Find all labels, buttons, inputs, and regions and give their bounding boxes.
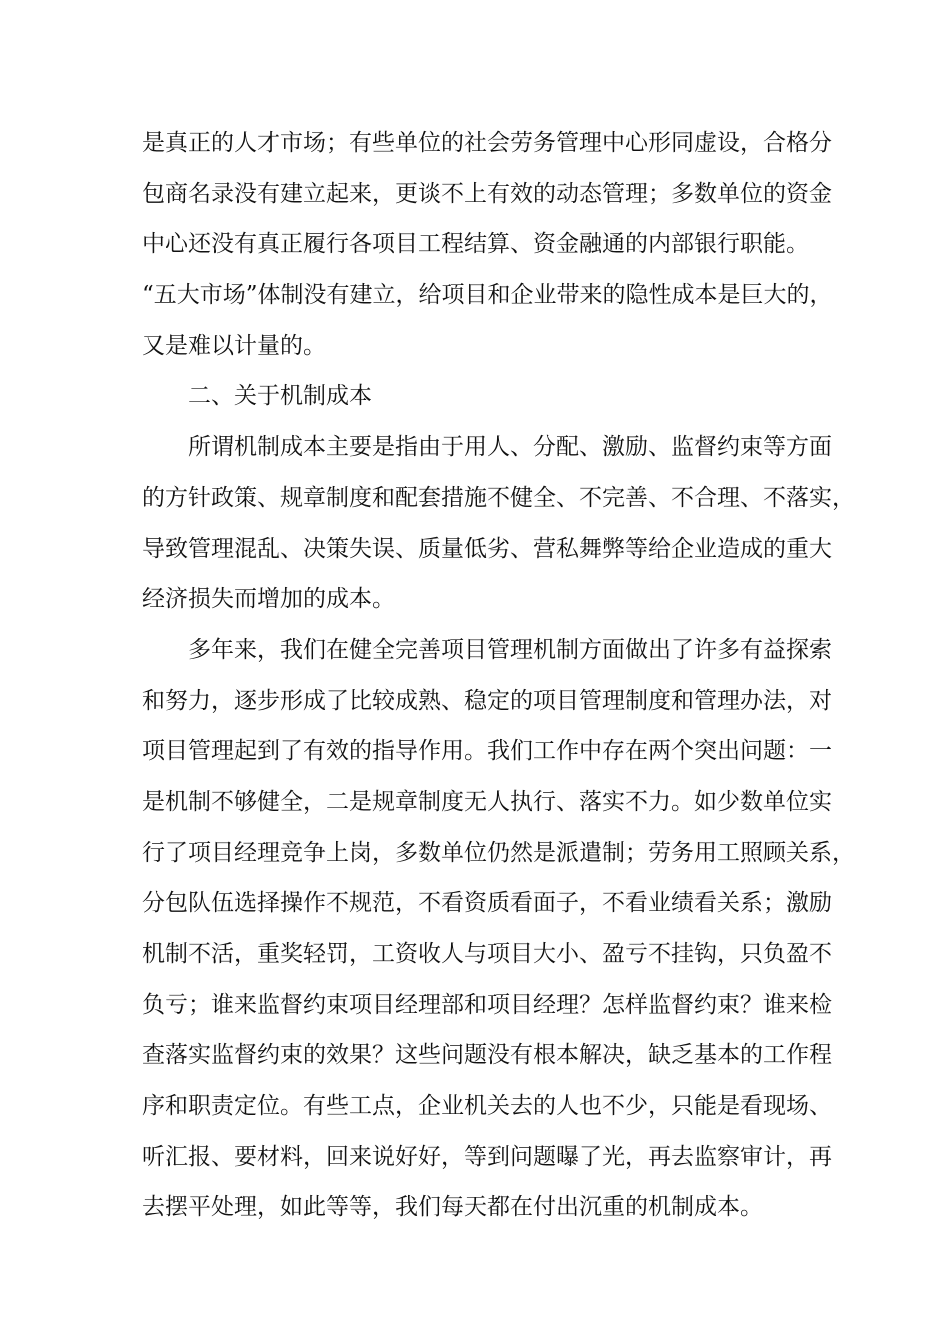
- text-line: 是真正的人才市场；有些单位的社会劳务管理中心形同虚设，合格分: [142, 130, 832, 156]
- text-line: 负亏；谁来监督约束项目经理部和项目经理？怎样监督约束？谁来检: [142, 991, 832, 1018]
- text-line: 听汇报、要材料，回来说好好，等到问题曝了光，再去监察审计，再: [142, 1143, 832, 1170]
- document-body: [142, 118, 855, 1233]
- text-line: 行了项目经理竞争上岗，多数单位仍然是派遣制；劳务用工照顾关系，: [142, 839, 855, 866]
- text-line: 去摆平处理，如此等等，我们每天都在付出沉重的机制成本。: [142, 1194, 763, 1221]
- text-line: 和努力，逐步形成了比较成熟、稳定的项目管理制度和管理办法，对: [142, 687, 832, 714]
- text-line: 的方针政策、规章制度和配套措施不健全、不完善、不合理、不落实，: [142, 484, 855, 511]
- text-line: 机制不活，重奖轻罚，工资收人与项目大小、盈亏不挂钩，只负盈不: [142, 941, 832, 967]
- text-line: 查落实监督约束的效果？这些问题没有根本解决，缺乏基本的工作程: [142, 1042, 832, 1069]
- text-line: 导致管理混乱、决策失误、质量低劣、营私舞弊等给企业造成的重大: [142, 535, 832, 562]
- text-line: 是机制不够健全，二是规章制度无人执行、落实不力。如少数单位实: [142, 788, 832, 815]
- text-line: 经济损失而增加的成本。: [142, 586, 395, 613]
- text-line: 又是难以计量的。: [142, 332, 326, 359]
- text-line: 分包队伍选择操作不规范，不看资质看面子，不看业绩看关系；激励: [142, 890, 832, 917]
- text-line: 项目管理起到了有效的指导作用。我们工作中存在两个突出问题：一: [142, 738, 832, 765]
- text-line: 包商名录没有建立起来，更谈不上有效的动态管理；多数单位的资金: [142, 180, 832, 207]
- text-line: 中心还没有真正履行各项目工程结算、资金融通的内部银行职能。: [142, 231, 809, 258]
- paragraph-first-line: 多年来，我们在健全完善项目管理机制方面做出了许多有益探索: [188, 636, 832, 663]
- text-line: “五大市场”体制没有建立，给项目和企业带来的隐性成本是巨大的，: [142, 282, 833, 309]
- section-heading: 二、关于机制成本: [188, 383, 372, 410]
- paragraph-first-line: 所谓机制成本主要是指由于用人、分配、激励、监督约束等方面: [188, 434, 832, 461]
- text-line: 序和职责定位。有些工点，企业机关去的人也不少，只能是看现场、: [142, 1093, 832, 1120]
